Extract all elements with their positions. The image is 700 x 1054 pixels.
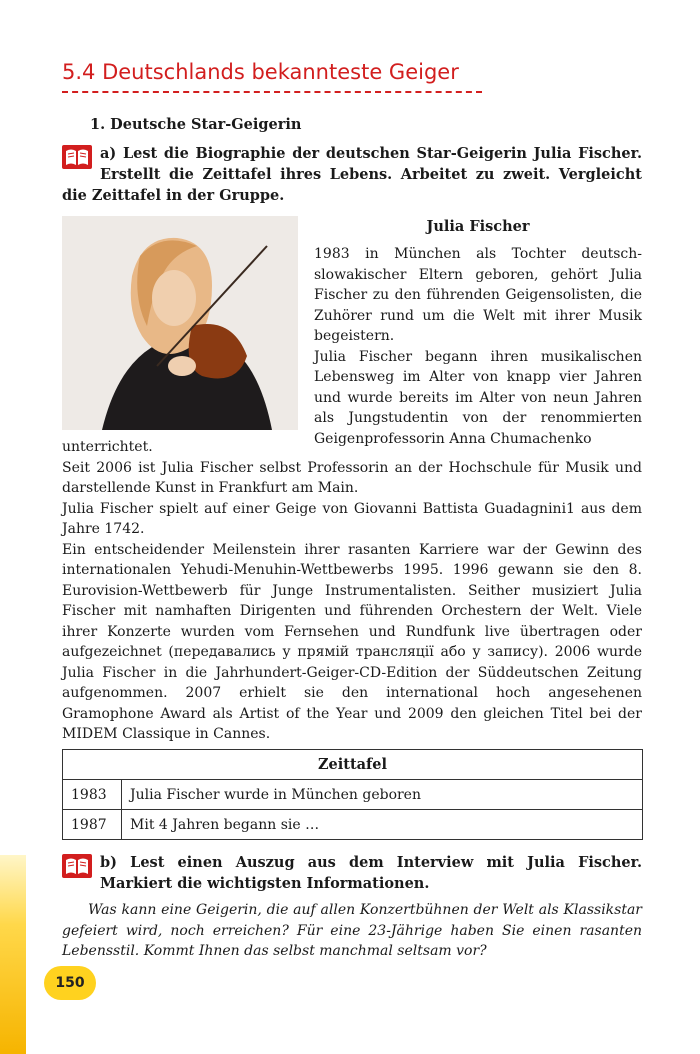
timeline-header: Zeittafel <box>63 750 643 780</box>
timeline-header-row <box>63 750 643 780</box>
open-book-icon <box>62 854 92 878</box>
bio-heading: Julia Fischer <box>426 218 530 235</box>
task-b <box>62 852 642 894</box>
timeline-year: 1983 <box>63 780 122 810</box>
table-row <box>63 780 643 810</box>
bio-paragraph-2-end: unterrichtet. <box>62 439 153 455</box>
interview-excerpt: Was kann eine Geigerin, die auf allen Konzertbühnen der Welt als Klassikstar gefeiert wird, noch erreichen? Für eine 23-Jährige haben Sie einen rasanten Lebensstil. Kommt Ihnen das selbst manchmal seltsam vor? <box>62 902 642 959</box>
violinist-photo <box>62 216 298 430</box>
bio-paragraph-1: 1983 in München als Tochter deutsch-slowakischer Eltern geboren, gehört Julia Fischer zu den führenden Geigensolisten, die Zuhörer rund um die Welt mit ihrer Musik begeistern. <box>314 246 642 344</box>
subsection-heading: 1. Deutsche Star-Geigerin <box>90 116 302 133</box>
bio-paragraph-2: Julia Fischer begann ihren musikalischen Lebensweg im Alter von knapp vier Jahren und wurde bereits im Alter von neun Jahren als Jungstudentin von der renommierten Geigenprofessorin Anna Chumachenko <box>314 348 642 447</box>
timeline-event: Mit 4 Jahren begann sie … <box>122 810 643 840</box>
bio-column-right <box>314 244 642 449</box>
timeline-year: 1987 <box>63 810 122 840</box>
task-b-instruction: b) Lest einen Auszug aus dem Interview mit Julia Fischer. Markiert die wichtigsten Informationen. <box>100 854 642 892</box>
bio-paragraph-4: Julia Fischer spielt auf einer Geige von Giovanni Battista Guadagnini1 aus dem Jahre 1742. <box>62 500 642 537</box>
bio-paragraph-5: Ein entscheidender Meilenstein ihrer rasanten Karriere war der Gewinn des internationalen Yehudi-Menuhin-Wettbewerbs 1995. 1996 gewann sie den 8. Eurovision-Wettbewerb für Junge Instrumentalisten. Seither musiziert Julia Fischer mit namhaften Dirigenten und führenden Orchestern der Welt. Viele ihrer Konzerte wurden vom Fernsehen und Rundfunk live übertragen oder aufgezeichnet (передавались у прямій трансляції або у запису). 2006 wurde Julia Fischer in die Jahrhundert-Geiger-CD-Edition der Süddeutschen Zeitung aufgenommen. 2007 erhielt sie den international hoch angesehenen Gramophone Award als Artist of the Year und 2009 den gleichen Titel bei der MIDEM Classique in Cannes. <box>62 541 642 742</box>
timeline-table <box>62 749 643 840</box>
page-number: 150 <box>44 966 96 1000</box>
title-dashed-underline <box>62 91 482 93</box>
open-book-icon <box>62 145 92 169</box>
bio-paragraph-3: Seit 2006 ist Julia Fischer selbst Professorin an der Hochschule für Musik und darstellende Kunst in Frankfurt am Main. <box>62 459 642 496</box>
table-row <box>63 810 643 840</box>
section-title: 5.4 Deutschlands bekannteste Geiger <box>62 60 459 84</box>
bio-column-full <box>62 437 642 745</box>
task-a <box>62 143 642 206</box>
violinist-illustration <box>62 216 298 430</box>
side-color-band <box>0 855 26 1054</box>
task-a-instruction: a) Lest die Biographie der deutschen Star-Geigerin Julia Fischer. Erstellt die Zeittafel ihres Lebens. Arbeitet zu zweit. Vergleicht die Zeittafel in der Gruppe. <box>62 145 642 204</box>
timeline-event: Julia Fischer wurde in München geboren <box>122 780 643 810</box>
